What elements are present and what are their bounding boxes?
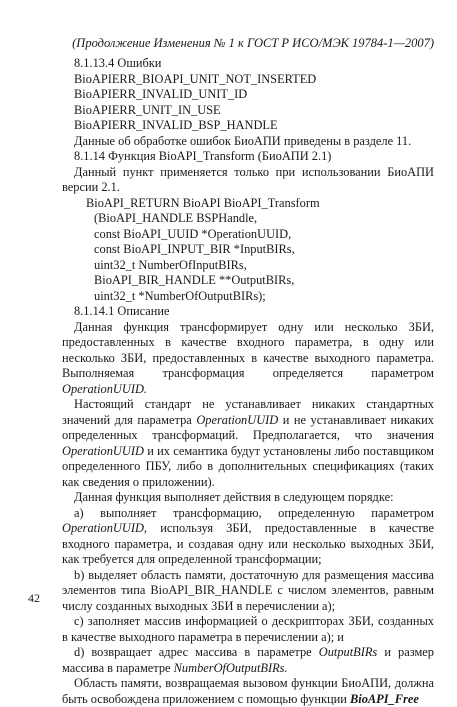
signature-line: const BioAPI_INPUT_BIR *InputBIRs,: [94, 242, 295, 256]
running-header: (Продолжение Изменения № 1 к ГОСТ Р ИСО/МЭК 19784-1—2007): [72, 36, 434, 50]
memory-release-paragraph: Область памяти, возвращаемая вызовом функции БиоАПИ, должна быть освобождена приложением с помощью функции BioAPI_Free: [62, 676, 434, 706]
signature-line: (BioAPI_HANDLE BSPHandle,: [94, 211, 258, 225]
step-b: b) выделяет область памяти, достаточную для размещения массива элементов типа BioAPI_BIR_HANDLE с числом элементов, равным числу созданных выходных ЗБИ в перечислении а);: [62, 567, 434, 613]
page-number: 42: [28, 591, 40, 605]
error-code: BioAPIERR_BIOAPI_UNIT_NOT_INSERTED: [74, 71, 317, 86]
order-intro: Данная функция выполняет действия в следующем порядке:: [74, 490, 394, 504]
applicability-paragraph: Данный пункт применяется только при использовании БиоАПИ версии 2.1.: [62, 164, 434, 194]
section-heading-8-1-14-1: 8.1.14.1 Описание: [74, 304, 170, 318]
step-d: d) возвращает адрес массива в параметре OutputBIRs и размер массива в параметре NumberOfOutputBIRs.: [62, 645, 434, 675]
signature-line: BioAPI_RETURN BioAPI BioAPI_Transform: [86, 195, 320, 210]
error-code: BioAPIERR_INVALID_BSP_HANDLE: [74, 118, 278, 132]
error-code: BioAPIERR_INVALID_UNIT_ID: [74, 87, 248, 101]
signature-line: const BioAPI_UUID *OperationUUID,: [94, 226, 292, 241]
error-handling-note: Данные об обработке ошибок БиоАПИ приведены в разделе 11.: [74, 133, 412, 148]
signature-line: uint32_t NumberOfInputBIRs,: [94, 257, 247, 272]
section-heading-8-1-14: 8.1.14 Функция BioAPI_Transform (БиоАПИ 2.1): [74, 149, 332, 163]
signature-line: uint32_t *NumberOfOutputBIRs);: [94, 288, 266, 303]
signature-line: BioAPI_BIR_HANDLE **OutputBIRs,: [94, 273, 295, 287]
standard-values-paragraph: Настоящий стандарт не устанавливает никаких стандартных значений для параметра OperationUUID и не устанавливает никаких определенных трансформаций. Предполагается, что значения OperationUUID и их семантика будут установлены либо поставщиком определенного ПБУ, либо в дополнительных спецификациях (таких как сведения о приложении).: [62, 397, 434, 489]
step-a: а) выполняет трансформацию, определенную параметром OperationUUID, используя ЗБИ, предоставленные в качестве входного параметра, и создавая одну или несколько выходных ЗБИ, как требуется для определенной трансформации;: [62, 505, 434, 566]
section-heading-8-1-13-4: 8.1.13.4 Ошибки: [74, 56, 162, 70]
step-c: с) заполняет массив информацией о дескрипторах ЗБИ, созданных в качестве выходного параметра в перечислении а); и: [62, 614, 434, 644]
description-paragraph: Данная функция трансформирует одну или несколько ЗБИ, предоставленных в качестве входного параметра, в одну или несколько ЗБИ, предоставленных в качестве выходного параметра. Выполняемая трансформация определяется параметром OperationUUID.: [62, 319, 434, 396]
page-body: [62, 56, 434, 707]
error-code: BioAPIERR_UNIT_IN_USE: [74, 102, 221, 117]
